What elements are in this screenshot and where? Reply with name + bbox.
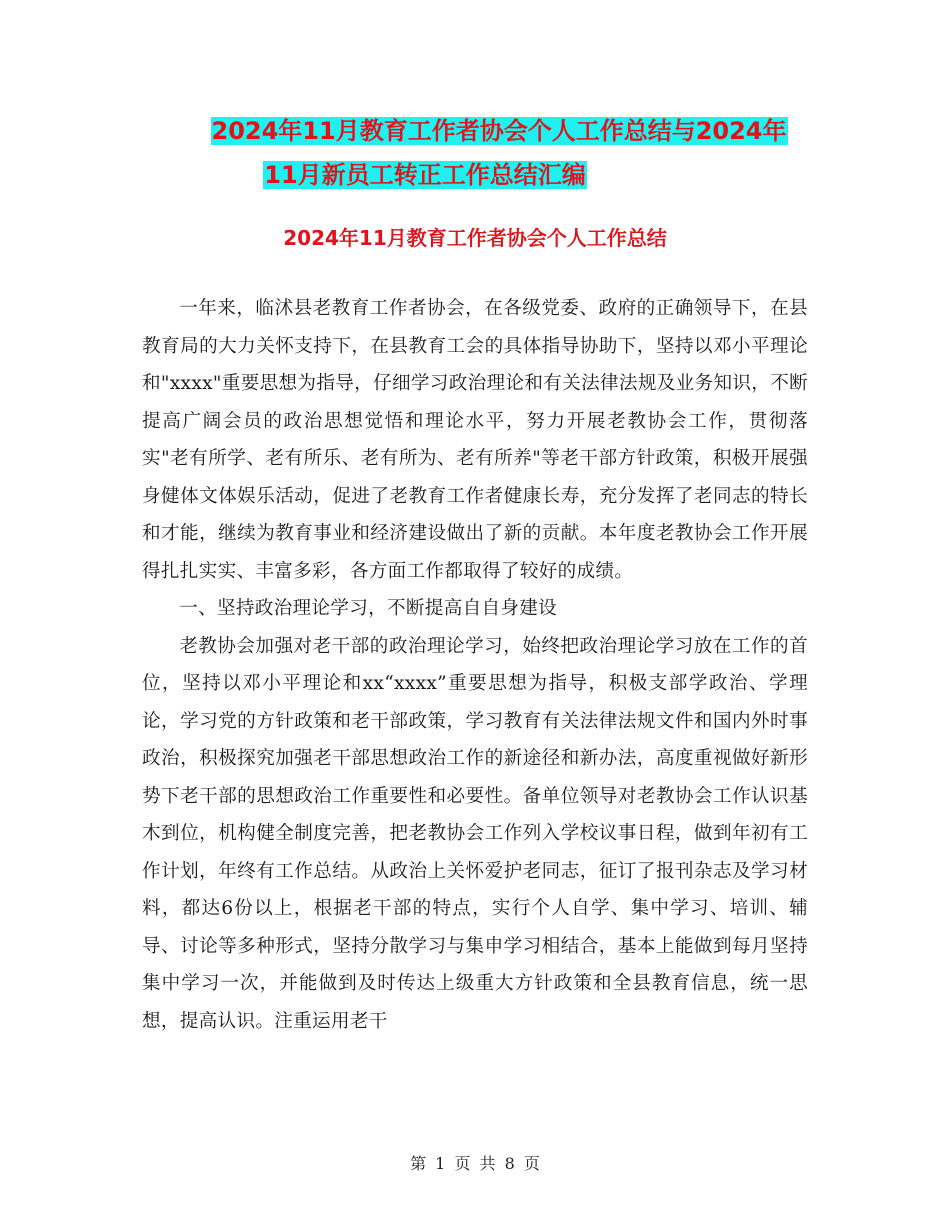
page-footer: 第 1 页 共 8 页 bbox=[410, 1154, 540, 1173]
body-paragraph-1: 老教协会加强对老干部的政治理论学习，始终把政治理论学习放在工作的首位，坚持以邓小平理论和xx“xxxx”重要思想为指导，积极支部学政治、学理论，学习党的方针政策和老干部政策，学习教育有关法律法规文件和国内外时事政治，积极探究加强老干部思想政治工作的新途径和新办法，高度重视做好新形势下老干部的思想政治工作重要性和必要性。备单位领导对老教协会工作认识基木到位，机构健全制度完善，把老教协会工作列入学校议事日程，做到年初有工作计划，年终有工作总结。从政治上关怀爱护老同志，征订了报刊杂志及学习材料，都达6份以上，根据老干部的特点，实行个人自学、集中学习、培训、辅导、讨论等多种形式，坚持分散学习与集申学习相结合，基本上能做到每月坚持集中学习一次，并能做到及时传达上级重大方针政策和全县教育信息，统一思想，提高认识。注重运用老干 bbox=[142, 635, 808, 1032]
body-heading-1: 一、坚持政治理论学习，不断提高自自身建设 bbox=[179, 598, 558, 619]
document-title-line-2 bbox=[0, 150, 950, 200]
body-paragraph-intro: 一年来，临沭县老教育工作者协会，在各级党委、政府的正确领导下，在县教育局的大力关怀支持下，在县教育工会的具体指导协助下，坚持以邓小平理论和"xxxx"重要思想为指导，仔细学习政治理论和有关法律法规及业务知识，不断提高广阔会员的政治思想觉悟和理论水平，努力开展老教协会工作，贯彻落实"老有所学、老有所乐、老有所为、老有所养"等老干部方针政策，积极开展强身健体文体娱乐活动，促进了老教育工作者健康长寿，充分发挥了老同志的特长和才能，继续为教育事业和经济建设做出了新的贡献。本年度老教协会工作开展得扎扎实实、丰富多彩，各方面工作都取得了较好的成绩。 bbox=[142, 298, 808, 582]
document-title-line-1 bbox=[0, 106, 950, 156]
document-title-highlight-1: 2024年11月教育工作者协会个人工作总结与2024年 bbox=[211, 117, 787, 145]
document-title-highlight-2: 11月新员工转正工作总结汇编 bbox=[264, 161, 586, 189]
document-body bbox=[142, 290, 808, 1040]
section-title: 2024年11月教育工作者协会个人工作总结 bbox=[283, 226, 667, 250]
